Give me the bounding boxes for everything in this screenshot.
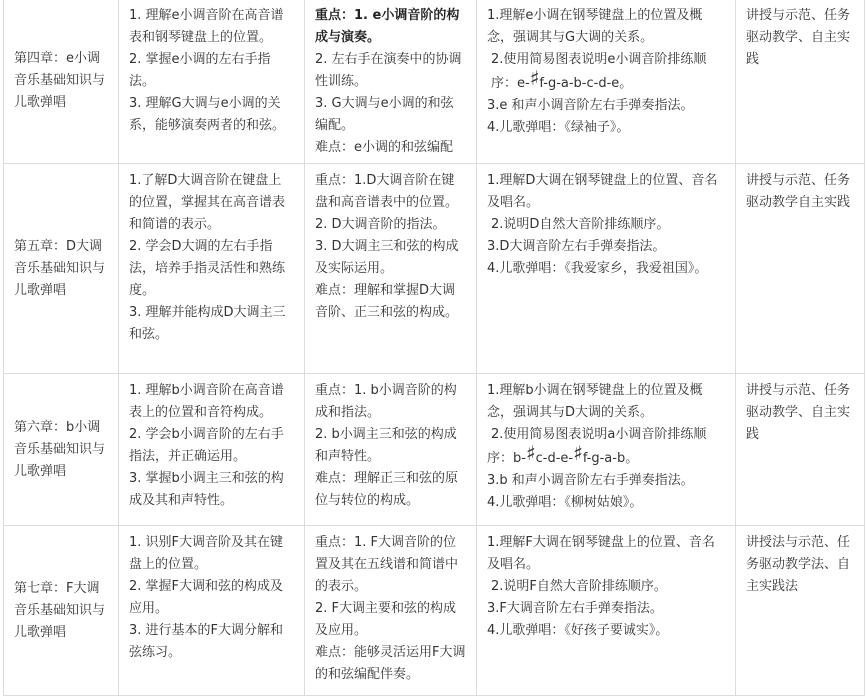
objective-item: 2. 掌握e小调的左右手指法。	[129, 52, 271, 89]
method-text: 讲授法与示范、任务驱动教学法、自主实践法	[746, 535, 851, 594]
key-point-item: 2. 左右手在演奏中的协调性训练。	[315, 52, 462, 89]
chapter-cell	[4, 164, 119, 374]
key-point-item: 2. D大调音阶的指法。	[315, 217, 446, 232]
objective-item: 1. 识别F大调音阶及其在键盘上的位置。	[129, 535, 284, 572]
content-item	[487, 441, 725, 470]
key-point-item: 3. D大调主三和弦的构成及实际运用。	[315, 239, 459, 276]
key-point-item: 难点：理解正三和弦的原位与转位的构成。	[315, 471, 459, 508]
key-points-cell	[305, 374, 477, 526]
content-item: 1.理解D大调在钢琴键盘上的位置、音名及唱名。	[487, 173, 718, 210]
method-cell	[736, 526, 865, 696]
content-text: c-d-e-	[535, 451, 574, 466]
objectives-cell	[119, 526, 305, 696]
content-cell	[477, 374, 736, 526]
chapter-title: 第七章：F大调音乐基础知识与儿歌弹唱	[14, 580, 106, 640]
content-item: 1.理解F大调在钢琴键盘上的位置、音名及唱名。	[487, 535, 715, 572]
content-text: f-g-a-b-c-d-e。	[539, 76, 633, 91]
content-cell	[477, 164, 736, 374]
method-text: 讲授与示范、任务驱动教学、自主实践	[746, 383, 851, 442]
table-row	[4, 0, 865, 164]
key-point-item: 2. F大调主要和弦的构成及应用。	[315, 601, 457, 638]
curriculum-table	[3, 0, 865, 696]
objective-item: 2. 学会b小调音阶的左右手指法，并正确运用。	[129, 427, 284, 464]
sharp-symbol: ♯	[573, 441, 583, 465]
objective-item: 3. 理解并能构成D大调主三和弦。	[129, 305, 286, 342]
content-item: 4.儿歌弹唱：《我爱家乡，我爱祖国》。	[487, 261, 708, 276]
objective-item: 3. 进行基本的F大调分解和弦练习。	[129, 623, 284, 660]
sharp-symbol: ♯	[525, 441, 536, 465]
content-item: 2.使用简易图表说明a小调音阶排练顺	[491, 427, 707, 442]
method-text: 讲授与示范、任务驱动教学自主实践	[746, 173, 851, 210]
key-point-item: 难点：理解和掌握D大调音阶、正三和弦的构成。	[315, 283, 459, 320]
objective-item: 3. 掌握b小调主三和弦的构成及其和声特性。	[129, 471, 284, 508]
table-row	[4, 164, 865, 374]
content-cell	[477, 0, 736, 164]
objective-item: 3. 理解G大调与e小调的关系，能够演奏两者的和弦。	[129, 96, 286, 133]
chapter-title: 第五章：D大调音乐基础知识与儿歌弹唱	[14, 238, 106, 298]
key-point-item: 2. b小调主三和弦的构成和声特性。	[315, 427, 457, 464]
content-text: 2.使用简易图表说明e小调音阶排练顺序：e-	[491, 52, 707, 91]
chapter-cell	[4, 526, 119, 696]
content-item: 3.F大调音阶左右手弹奏指法。	[487, 601, 663, 616]
key-point-item: 重点：1. b小调音阶的构成和指法。	[315, 383, 457, 420]
method-text: 讲授与示范、任务驱动教学、自主实践	[746, 8, 851, 67]
key-points-cell	[305, 0, 477, 164]
content-item: 2.说明F自然大音阶排练顺序。	[491, 579, 667, 594]
content-item: 4.儿歌弹唱：《柳树姑娘》。	[487, 495, 643, 510]
table-row	[4, 374, 865, 526]
key-point-heading: 重点：1. e小调音阶的构成与演奏。	[315, 8, 460, 45]
key-point-item: 难点：e小调的和弦编配	[315, 140, 453, 155]
content-cell	[477, 526, 736, 696]
objectives-cell	[119, 0, 305, 164]
key-point-item: 难点：能够灵活运用F大调的和弦编配伴奏。	[315, 645, 466, 682]
objective-item: 2. 掌握F大调和弦的构成及应用。	[129, 579, 284, 616]
content-item: 1.理解b小调在钢琴键盘上的位置及概念，强调其与D大调的关系。	[487, 383, 703, 420]
chapter-cell	[4, 374, 119, 526]
method-cell	[736, 374, 865, 526]
chapter-cell	[4, 0, 119, 164]
key-point-item: 3. G大调与e小调的和弦编配。	[315, 96, 454, 133]
chapter-title: 第六章：b小调音乐基础知识与儿歌弹唱	[14, 419, 106, 479]
objectives-cell	[119, 164, 305, 374]
content-item: 4.儿歌弹唱：《好孩子要诚实》。	[487, 623, 669, 638]
content-item: 2.说明D自然大音阶排练顺序。	[491, 217, 670, 232]
content-text: 序：b-	[487, 451, 526, 466]
method-cell	[736, 164, 865, 374]
content-item: 3.e 和声小调音阶左右手弹奏指法。	[487, 98, 694, 113]
content-item	[487, 49, 725, 95]
content-item: 4.儿歌弹唱：《绿袖子》。	[487, 120, 630, 135]
content-text: f-g-a-b。	[582, 451, 639, 466]
content-item: 3.D大调音阶左右手弹奏指法。	[487, 239, 666, 254]
chapter-title: 第四章：e小调音乐基础知识与儿歌弹唱	[14, 51, 106, 110]
key-points-cell	[305, 164, 477, 374]
key-points-cell	[305, 526, 477, 696]
objective-item: 2. 学会D大调的左右手指法，培养手指灵活性和熟练度。	[129, 239, 286, 298]
content-item: 3.b 和声小调音阶左右手弹奏指法。	[487, 473, 694, 488]
objective-item: 1. 理解b小调音阶在高音谱表上的位置和音符构成。	[129, 383, 284, 420]
objective-item: 1.了解D大调音阶在键盘上的位置，掌握其在高音谱表和简谱的表示。	[129, 173, 286, 232]
key-point-item: 重点：1.D大调音阶在键盘和高音谱表中的位置。	[315, 173, 459, 210]
key-point-item: 重点：1. F大调音阶的位置及其在五线谱和简谱中的表示。	[315, 535, 459, 594]
table-row	[4, 526, 865, 696]
objective-item: 1. 理解e小调音阶在高音谱表和钢琴键盘上的位置。	[129, 8, 284, 45]
content-item: 1.理解e小调在钢琴键盘上的位置及概念，强调其与G大调的关系。	[487, 8, 703, 45]
method-cell	[736, 0, 865, 164]
objectives-cell	[119, 374, 305, 526]
sharp-symbol: ♯	[529, 66, 540, 90]
